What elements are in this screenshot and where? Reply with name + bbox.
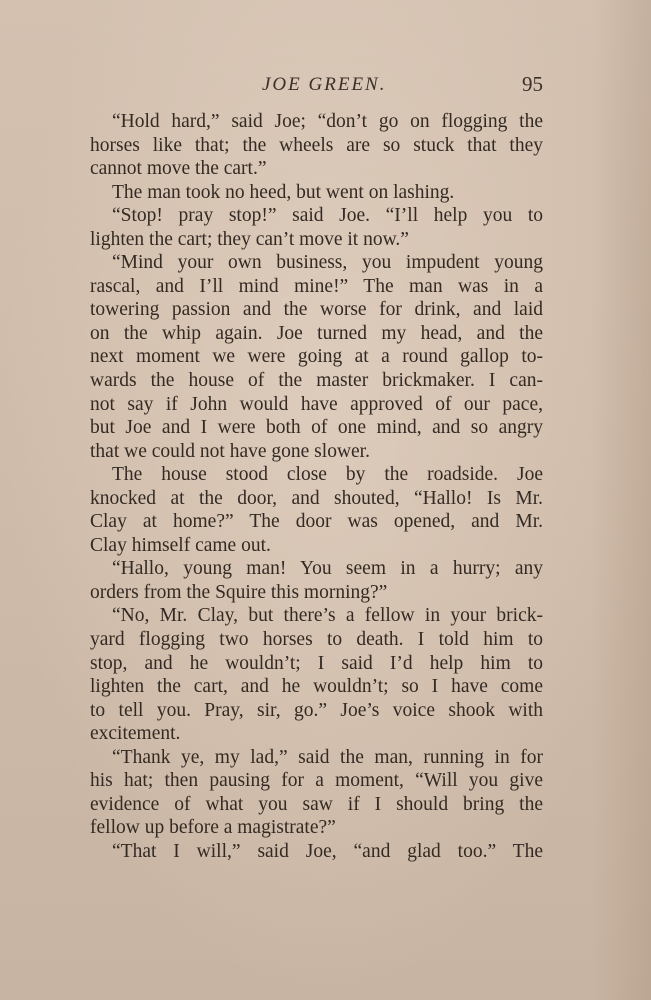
text-line: “Hold hard,” said Joe; “don’t go on flogging the: [112, 111, 543, 132]
text-line: “Mind your own business, you impudent young: [112, 252, 543, 274]
text-line: “Thank ye, my lad,” said the man, running in for: [112, 746, 543, 768]
page-header: [90, 70, 545, 100]
text-line: orders from the Squire this morning?”: [90, 581, 388, 603]
text-line: excitement.: [90, 723, 181, 745]
text-line: lighten the cart, and he wouldn’t; so I have come: [90, 676, 543, 698]
text-line: knocked at the door, and shouted, “Hallo! Is Mr.: [90, 487, 543, 509]
text-line: The house stood close by the roadside. Joe: [112, 464, 543, 486]
running-title: JOE GREEN.: [262, 74, 387, 95]
text-line: cannot move the cart.”: [90, 158, 267, 180]
text-line: “No, Mr. Clay, but there’s a fellow in your brick-: [112, 605, 543, 627]
page-number: 95: [522, 72, 543, 96]
text-line: “Hallo, young man! You seem in a hurry; any: [112, 558, 543, 580]
text-line: lighten the cart; they can’t move it now.”: [90, 228, 409, 250]
text-line: on the whip again. Joe turned my head, and the: [90, 322, 543, 344]
text-line: “That I will,” said Joe, “and glad too.” The: [112, 840, 543, 862]
text-line: that we could not have gone slower.: [90, 440, 370, 462]
text-line: horses like that; the wheels are so stuck that they: [90, 134, 543, 156]
text-line: stop, and he wouldn’t; I said I’d help him to: [90, 652, 543, 674]
body-text: [90, 110, 543, 864]
text-line: to tell you. Pray, sir, go.” Joe’s voice shook with: [90, 699, 543, 721]
page-edge-shadow: [591, 0, 651, 1000]
text-line: but Joe and I were both of one mind, and so angry: [90, 417, 543, 439]
text-line: The man took no heed, but went on lashing.: [112, 181, 455, 203]
text-line: his hat; then pausing for a moment, “Will you give: [90, 770, 543, 792]
text-line: not say if John would have approved of our pace,: [90, 393, 543, 415]
text-line: rascal, and I’ll mind mine!” The man was in a: [90, 275, 543, 297]
text-line: towering passion and the worse for drink, and laid: [90, 299, 543, 321]
text-line: Clay at home?” The door was opened, and Mr.: [90, 511, 543, 533]
text-line: next moment we were going at a round gallop to-: [90, 346, 543, 368]
text-line: “Stop! pray stop!” said Joe. “I’ll help you to: [112, 205, 543, 227]
text-line: yard flogging two horses to death. I told him to: [90, 629, 543, 651]
text-line: Clay himself came out.: [90, 534, 271, 556]
text-line: evidence of what you saw if I should bring the: [90, 793, 543, 815]
text-line: wards the house of the master brickmaker. I can-: [90, 370, 543, 392]
text-line: fellow up before a magistrate?”: [90, 817, 336, 839]
